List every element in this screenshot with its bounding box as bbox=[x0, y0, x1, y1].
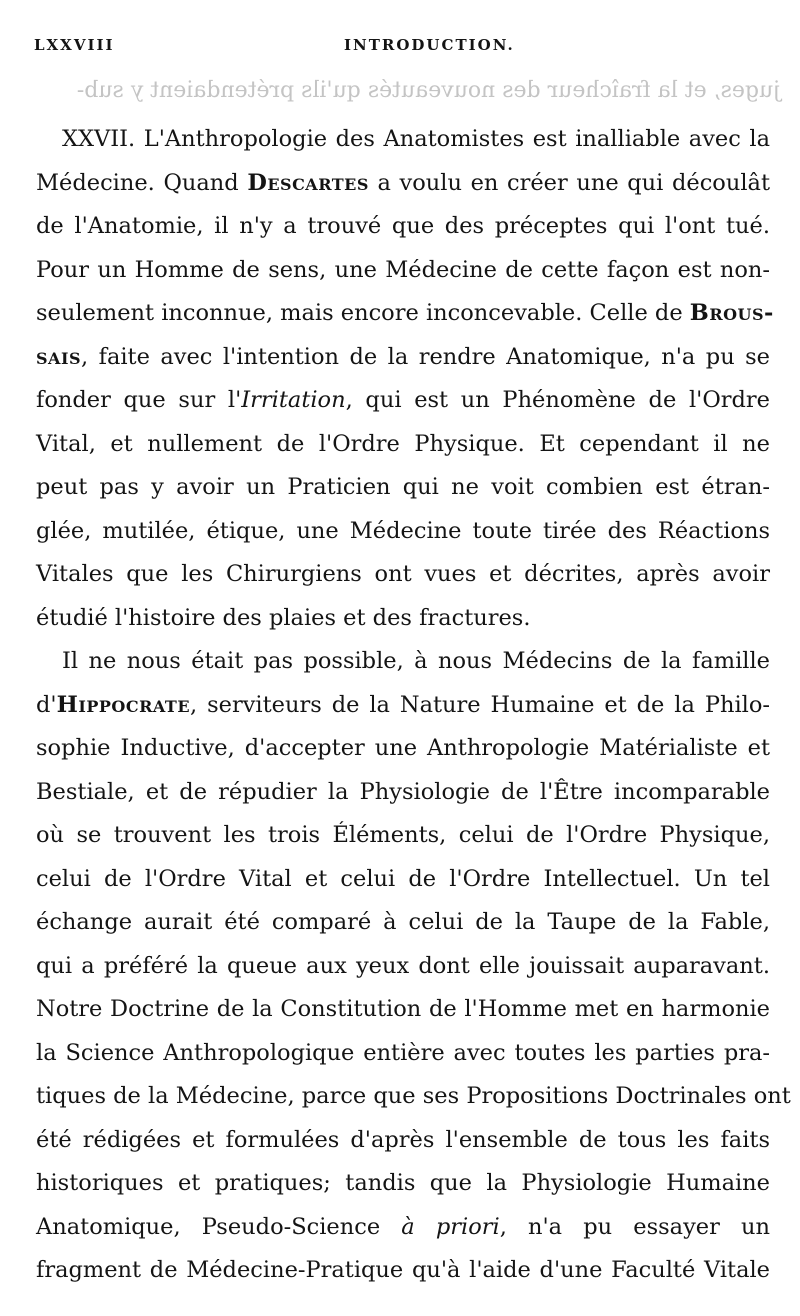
text-line: fonder que sur l'Irritation, qui est un Phénomène de l'Ordre bbox=[36, 387, 770, 413]
running-head: INTRODUCTION. bbox=[344, 36, 515, 54]
author-name: Descartes bbox=[247, 169, 369, 196]
text-line: sais, faite avec l'intention de la rendre Anatomique, n'a pu se bbox=[36, 343, 770, 370]
text-line: Médecine. Quand Descartes a voulu en créer une qui découlât bbox=[36, 169, 770, 196]
text-line: où se trouvent les trois Éléments, celui de l'Ordre Physique, bbox=[36, 822, 770, 848]
text-line: Bestiale, et de répudier la Physiologie de l'Être incomparable bbox=[36, 778, 770, 805]
text-line: Il ne nous était pas possible, à nous Médecins de la famille bbox=[62, 648, 770, 674]
text-line: historiques et pratiques; tandis que la Physiologie Humaine bbox=[36, 1170, 770, 1196]
text-line: celui de l'Ordre Vital et celui de l'Ordre Intellectuel. Un tel bbox=[36, 865, 770, 892]
text-line: sophie Inductive, d'accepter une Anthropologie Matérialiste et bbox=[36, 735, 770, 761]
page-header bbox=[34, 36, 760, 60]
text-line: été rédigées et formulées d'après l'ensemble de tous les faits bbox=[36, 1126, 770, 1153]
italic-term: à priori bbox=[401, 1213, 500, 1240]
text-line: Vital, et nullement de l'Ordre Physique. Et cependant il ne bbox=[36, 430, 770, 457]
text-line: fragment de Médecine-Pratique qu'à l'aide d'une Faculté Vitale bbox=[36, 1257, 770, 1283]
text-line: Vitales que les Chirurgiens ont vues et décrites, après avoir bbox=[36, 561, 770, 587]
text-line: Pour un Homme de sens, une Médecine de cette façon est non- bbox=[36, 256, 770, 283]
text-line: seulement inconnue, mais encore inconcevable. Celle de Brous- bbox=[36, 300, 774, 326]
text-line: qui a préféré la queue aux yeux dont elle jouissait auparavant. bbox=[36, 952, 770, 979]
author-name: Brous- bbox=[689, 300, 774, 326]
body-text bbox=[36, 118, 791, 1293]
text-line: XXVII. L'Anthropologie des Anatomistes est inalliable avec la bbox=[62, 126, 770, 152]
bleed-through-text: juges, et la fraîcheur des nouveautés qu'ils prétendaient y sub- bbox=[76, 78, 780, 103]
page-number: LXXVIII bbox=[34, 36, 115, 54]
text-line: de l'Anatomie, il n'y a trouvé que des préceptes qui l'ont tué. bbox=[36, 213, 770, 239]
text-line: Notre Doctrine de la Constitution de l'Homme met en harmonie bbox=[36, 996, 770, 1022]
text-line: la Science Anthropologique entière avec toutes les parties pra- bbox=[36, 1039, 770, 1066]
text-line: étudié l'histoire des plaies et des fractures. bbox=[36, 604, 531, 631]
text-line: glée, mutilée, étique, une Médecine toute tirée des Réactions bbox=[36, 517, 770, 544]
author-name: Hippocrate bbox=[56, 691, 191, 718]
italic-term: Irritation bbox=[241, 387, 346, 413]
text-line: tiques de la Médecine, parce que ses Propositions Doctrinales ont bbox=[36, 1083, 791, 1109]
author-name: sais bbox=[36, 343, 82, 370]
text-line: Anatomique, Pseudo-Science à priori, n'a pu essayer un bbox=[36, 1213, 770, 1240]
text-line: d'Hippocrate, serviteurs de la Nature Humaine et de la Philo- bbox=[36, 691, 770, 718]
text-line: peut pas y avoir un Praticien qui ne voit combien est étran- bbox=[36, 474, 770, 500]
text-line: échange aurait été comparé à celui de la Taupe de la Fable, bbox=[36, 909, 770, 935]
